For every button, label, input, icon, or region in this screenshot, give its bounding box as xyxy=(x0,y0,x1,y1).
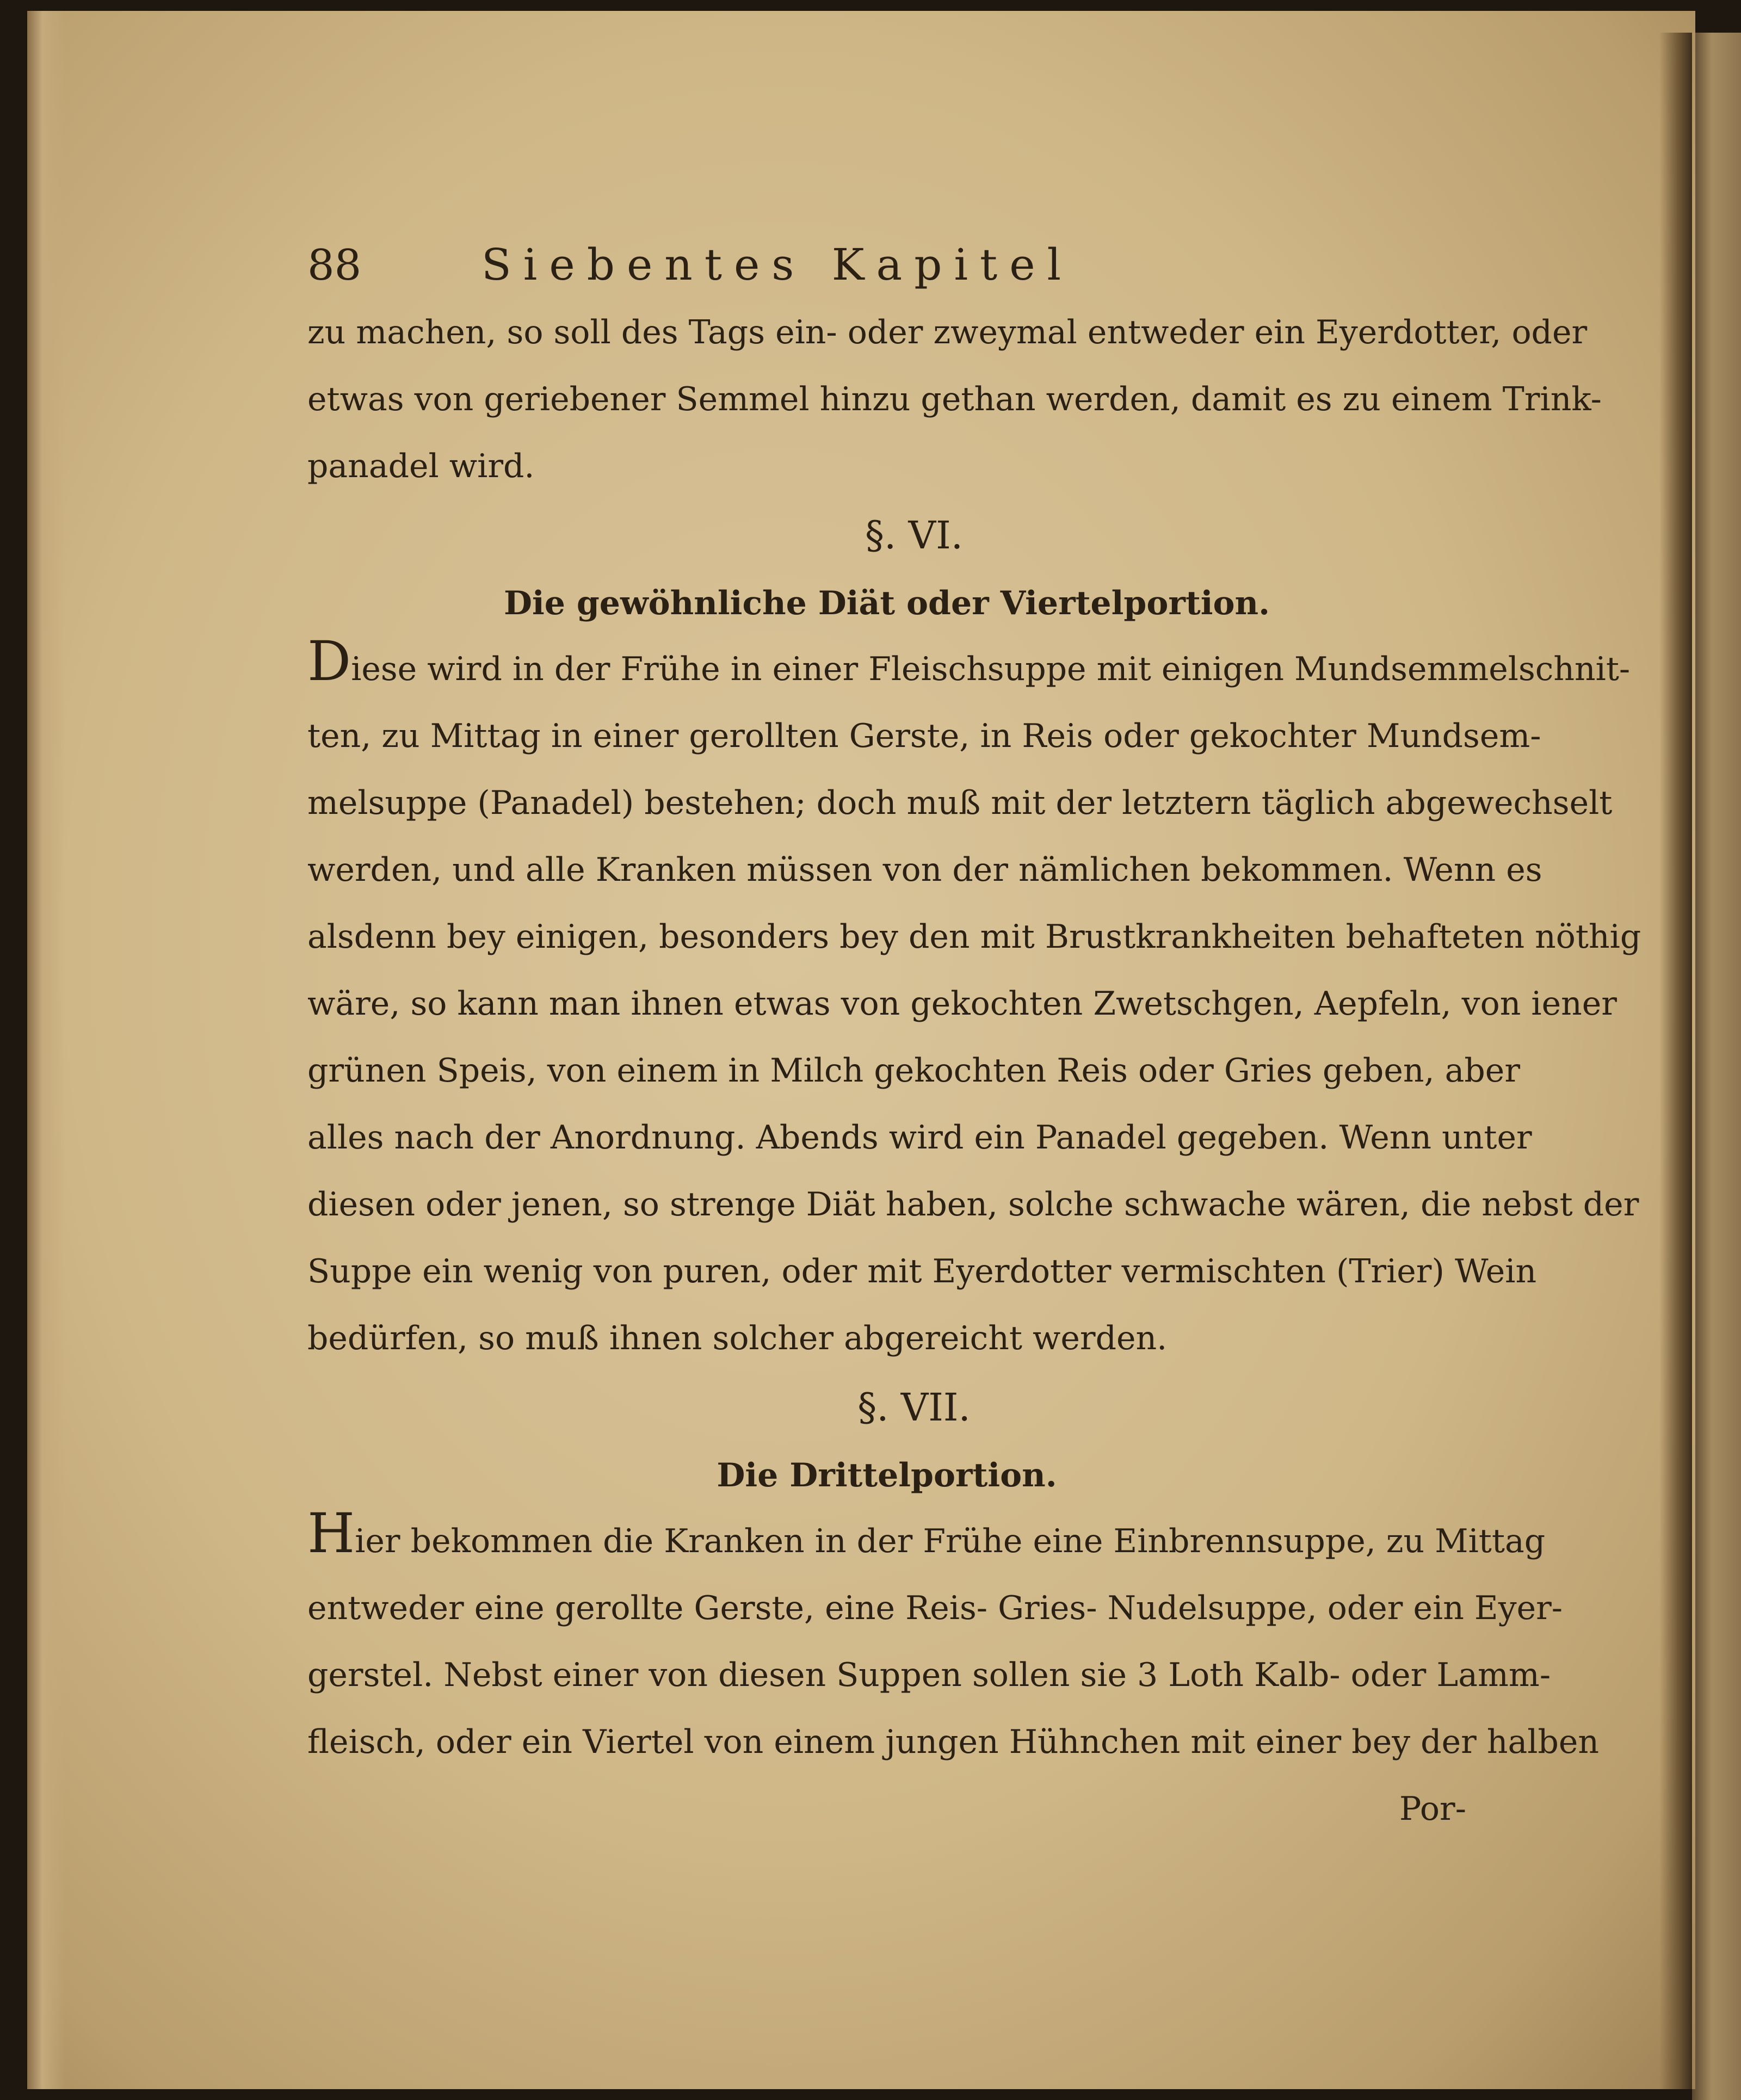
binding-gutter xyxy=(1659,33,1692,2089)
section-title-vi: Die gewöhnliche Diät oder Viertelportion. xyxy=(503,584,1270,622)
text-block xyxy=(307,239,1641,1843)
text-line: alles nach der Anordnung. Abends wird ein Panadel gegeben. Wenn unter xyxy=(307,1119,1532,1157)
page-number: 88 xyxy=(307,241,362,290)
text-line: gerstel. Nebst einer von diesen Suppen sollen sie 3 Loth Kalb- oder Lamm- xyxy=(307,1656,1551,1694)
section-mark-vii: §. VII. xyxy=(857,1385,971,1430)
text-line: bedürfen, so muß ihnen solcher abgereicht werden. xyxy=(307,1319,1168,1357)
text-line: fleisch, oder ein Viertel von einem jungen Hühnchen mit einer bey der halben xyxy=(307,1723,1600,1761)
paragraph-continued xyxy=(307,299,1602,500)
text-line: panadel wird. xyxy=(307,447,535,485)
text-line-rest: ier bekommen die Kranken in der Frühe eine Einbrennsuppe, zu Mittag xyxy=(355,1522,1546,1560)
text-line xyxy=(307,1502,1546,1575)
drop-initial: D xyxy=(307,629,351,693)
section-mark-vi: §. VI. xyxy=(865,513,963,558)
text-line: melsuppe (Panadel) bestehen; doch muß mit der letztern täglich abgewechselt xyxy=(307,784,1613,822)
text-line xyxy=(307,629,1631,703)
text-line-rest: iese wird in der Frühe in einer Fleischsuppe mit einigen Mundsemmelschnit- xyxy=(351,650,1631,688)
page-header xyxy=(307,239,1466,299)
text-line: etwas von geriebener Semmel hinzu gethan werden, damit es zu einem Trink- xyxy=(307,380,1602,418)
section-vi-body xyxy=(307,629,1641,1372)
text-line: zu machen, so soll des Tags ein- oder zweymal entweder ein Eyerdotter, oder xyxy=(307,313,1588,351)
text-line: entweder eine gerollte Gerste, eine Reis- Gries- Nudelsuppe, oder ein Eyer- xyxy=(307,1589,1563,1627)
text-line: Suppe ein wenig von puren, oder mit Eyerdotter vermischten (Trier) Wein xyxy=(307,1252,1537,1290)
running-head: Siebentes Kapitel xyxy=(481,239,1073,290)
text-line: wäre, so kann man ihnen etwas von gekochten Zwetschgen, Aepfeln, von iener xyxy=(307,985,1617,1023)
text-line: alsdenn bey einigen, besonders bey den mit Brustkrankheiten behafteten nöthig xyxy=(307,918,1641,956)
section-title-vii: Die Drittelportion. xyxy=(717,1456,1057,1494)
text-line: ten, zu Mittag in einer gerollten Gerste, in Reis oder gekochter Mundsem- xyxy=(307,717,1541,755)
text-line: diesen oder jenen, so strenge Diät haben, solche schwache wären, die nebst der xyxy=(307,1185,1639,1224)
section-vii-body xyxy=(307,1502,1600,1776)
text-line: werden, und alle Kranken müssen von der nämlichen bekommen. Wenn es xyxy=(307,851,1542,889)
next-page-edge xyxy=(1692,33,1741,2100)
page-edge-shadow xyxy=(27,11,65,2089)
catchword: Por- xyxy=(1399,1790,1466,1828)
text-line: grünen Speis, von einem in Milch gekochten Reis oder Gries geben, aber xyxy=(307,1052,1520,1090)
drop-initial: H xyxy=(307,1502,355,1565)
